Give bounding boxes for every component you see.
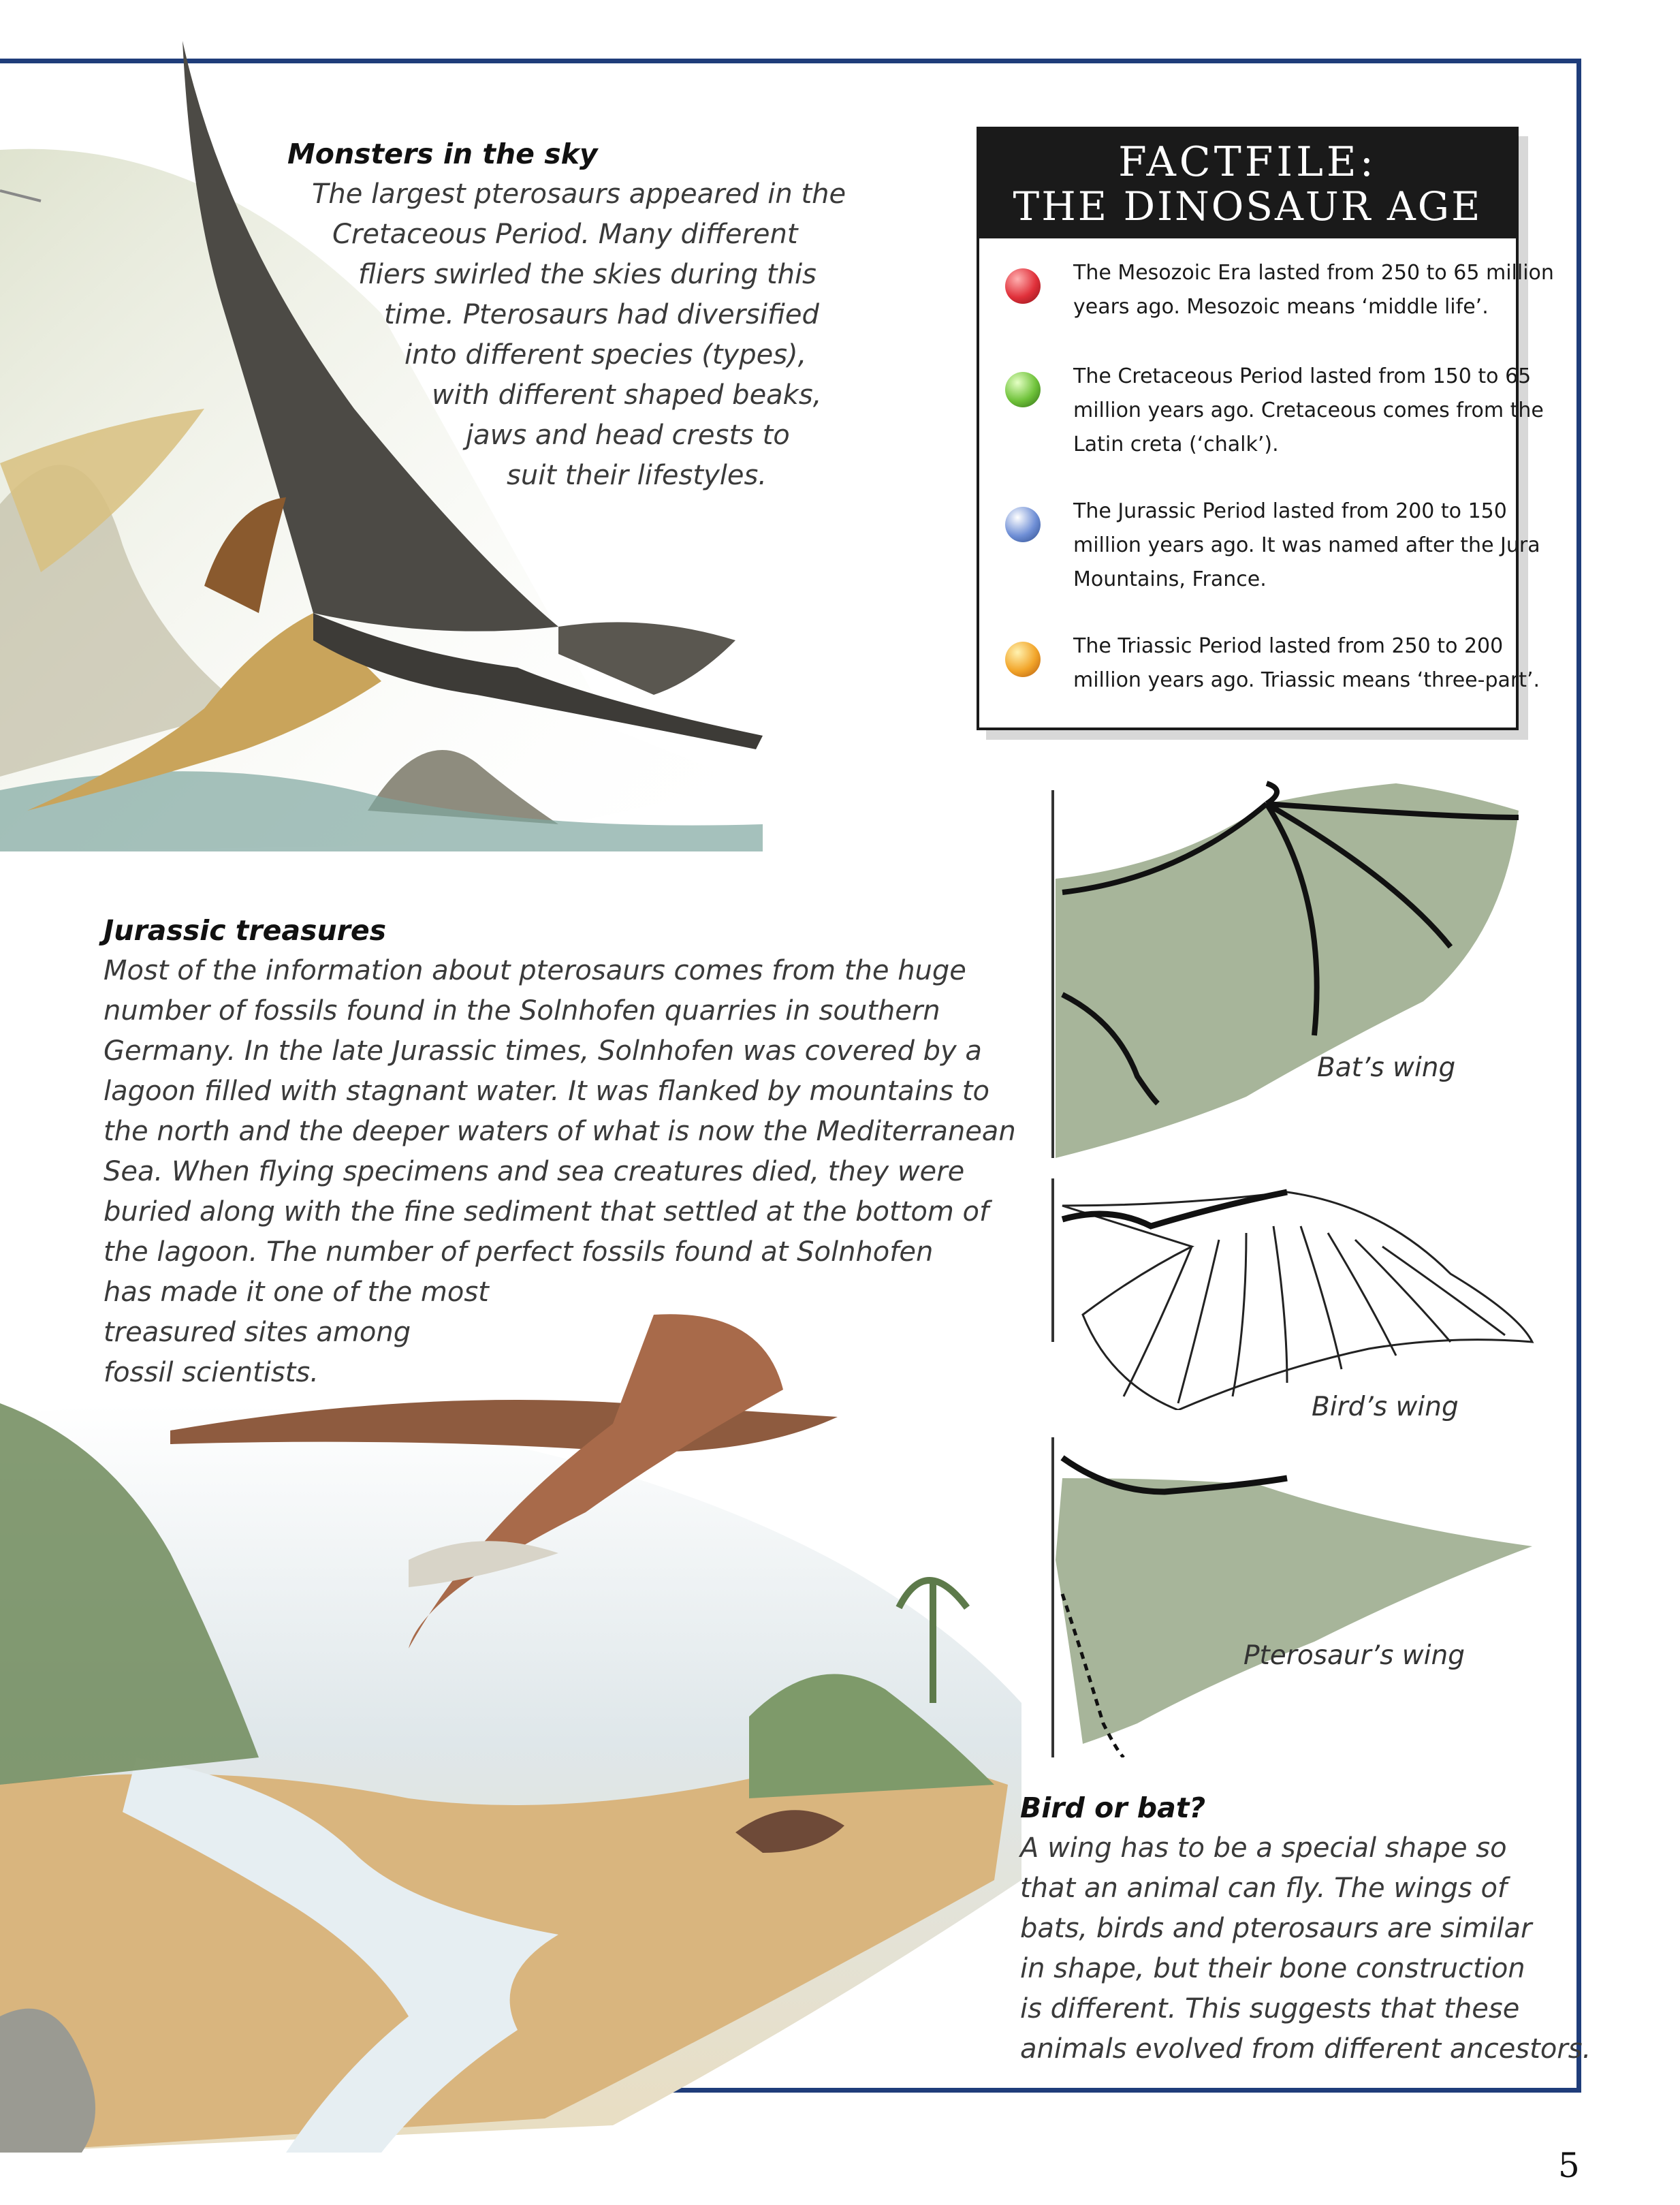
- monsters-line: time. Pterosaurs had diversified: [384, 299, 819, 330]
- bird-or-bat-line: that an animal can fly. The wings of: [1020, 1873, 1507, 1904]
- monsters-line: with different shaped beaks,: [432, 379, 822, 411]
- bird-or-bat-body: [1020, 1828, 1591, 2069]
- bird-or-bat-line: A wing has to be a special shape so: [1020, 1832, 1507, 1864]
- orange-gem-icon: [1005, 642, 1041, 677]
- jurassic-line: has made it one of the most: [104, 1277, 489, 1308]
- monsters-body: [287, 174, 846, 496]
- jurassic-line: fossil scientists.: [104, 1357, 319, 1388]
- red-gem-icon: [1005, 268, 1041, 304]
- bird-or-bat-line: animals evolved from different ancestors.: [1020, 2033, 1591, 2065]
- green-gem-icon: [1005, 372, 1041, 407]
- monsters-line: Cretaceous Period. Many different: [332, 219, 798, 250]
- factfile-line: Mountains, France.: [1073, 567, 1267, 591]
- jurassic-heading: Jurassic treasures: [104, 914, 387, 947]
- factfile-line: Latin creta (‘chalk’).: [1073, 433, 1279, 456]
- monsters-line: jaws and head crests to: [466, 420, 790, 451]
- jurassic-line: the north and the deeper waters of what is now the Mediterranean: [104, 1116, 1016, 1147]
- factfile-line: The Cretaceous Period lasted from 150 to 65: [1073, 364, 1532, 388]
- factfile-line: The Jurassic Period lasted from 200 to 150: [1073, 499, 1507, 523]
- jurassic-line: lagoon filled with stagnant water. It was flanked by mountains to: [104, 1076, 989, 1107]
- bird-wing-caption: Bird’s wing: [1312, 1392, 1459, 1422]
- factfile-subtitle: THE DINOSAUR AGE: [1013, 183, 1483, 230]
- monsters-line: into different species (types),: [405, 339, 807, 371]
- bird-or-bat-line: in shape, but their bone construction: [1020, 1953, 1525, 1984]
- jurassic-line: treasured sites among: [104, 1317, 411, 1348]
- page-number: 5: [1558, 2146, 1580, 2185]
- bat-wing-diagram: [1042, 777, 1539, 1158]
- pterosaur-wing-diagram: [1042, 1437, 1539, 1757]
- bird-or-bat-line: is different. This suggests that these: [1020, 1993, 1520, 2024]
- bird-or-bat-heading: Bird or bat?: [1020, 1792, 1206, 1824]
- jurassic-line: buried along with the fine sediment that settled at the bottom of: [104, 1196, 989, 1227]
- bird-wing-diagram: [1042, 1178, 1546, 1410]
- monsters-line: The largest pterosaurs appeared in the: [312, 178, 846, 210]
- factfile-title: FACTFILE:: [1118, 138, 1377, 186]
- monsters-line: fliers swirled the skies during this: [358, 259, 817, 290]
- factfile-header: [979, 129, 1516, 238]
- jurassic-scene-illustration: [0, 1267, 1035, 2153]
- factfile-line: million years ago. Cretaceous comes from the: [1073, 398, 1544, 422]
- factfile-text: [1073, 256, 1554, 324]
- bat-wing-caption: Bat’s wing: [1317, 1052, 1456, 1083]
- blue-gem-icon: [1005, 507, 1041, 542]
- factfile-line: The Triassic Period lasted from 250 to 200: [1073, 634, 1504, 658]
- factfile-line: million years ago. Triassic means ‘three-part’.: [1073, 668, 1540, 692]
- factfile-text: [1073, 360, 1544, 462]
- factfile-text: [1073, 629, 1540, 698]
- factfile-line: million years ago. It was named after the Jura: [1073, 533, 1540, 557]
- jurassic-line: Most of the information about pterosaurs comes from the huge: [104, 955, 966, 986]
- monsters-line: suit their lifestyles.: [507, 460, 767, 491]
- jurassic-line: number of fossils found in the Solnhofen quarries in southern: [104, 995, 940, 1027]
- factfile-text: [1073, 495, 1540, 597]
- jurassic-line: the lagoon. The number of perfect fossils found at Solnhofen: [104, 1236, 934, 1268]
- monsters-heading: Monsters in the sky: [287, 138, 598, 170]
- factfile-box: [977, 127, 1554, 730]
- jurassic-line: Germany. In the late Jurassic times, Solnhofen was covered by a: [104, 1035, 982, 1067]
- jurassic-line: Sea. When flying specimens and sea creatures died, they were: [104, 1156, 965, 1187]
- bird-or-bat-line: bats, birds and pterosaurs are similar: [1020, 1913, 1532, 1944]
- factfile-line: The Mesozoic Era lasted from 250 to 65 million: [1073, 261, 1554, 285]
- pterosaur-wing-caption: Pterosaur’s wing: [1243, 1640, 1465, 1671]
- factfile-line: years ago. Mesozoic means ‘middle life’.: [1073, 295, 1489, 319]
